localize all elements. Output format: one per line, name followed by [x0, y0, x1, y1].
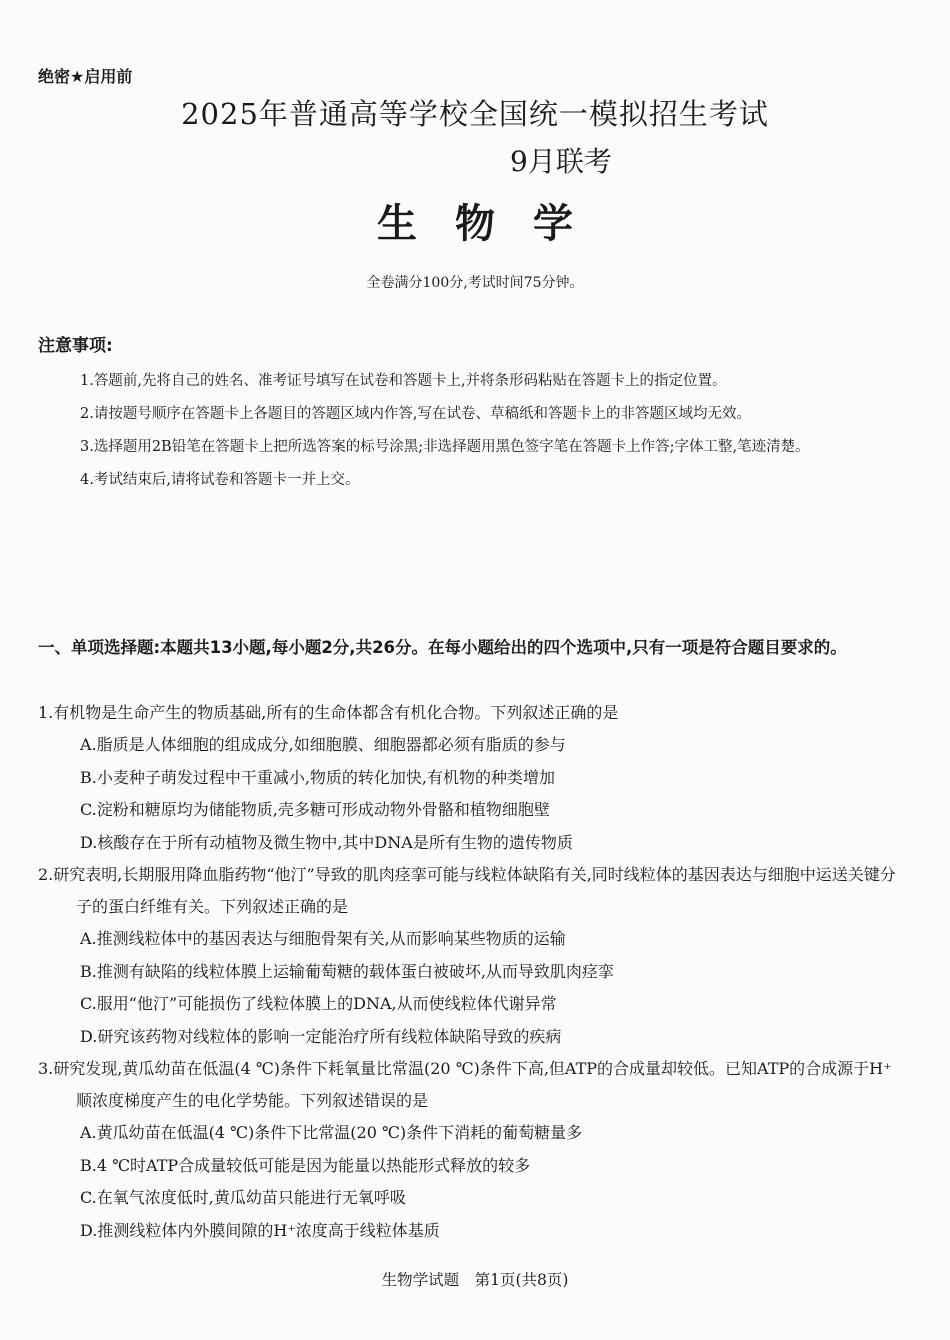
option-c: C.淀粉和糖原均为储能物质,壳多糖可形成动物外骨骼和植物细胞壁 [80, 800, 550, 819]
notice-item: 1.答题前,先将自己的姓名、准考证号填写在试卷和答题卡上,并将条形码粘贴在答题卡上的指定位置。 [80, 373, 727, 389]
exam-title: 2025年普通高等学校全国统一模拟招生考试 [181, 97, 769, 131]
option-c: C.服用“他汀”可能损伤了线粒体膜上的DNA,从而使线粒体代谢异常 [80, 994, 557, 1013]
notice-heading: 注意事项: [38, 336, 113, 356]
question-3 [38, 1053, 900, 1247]
option-a: A.黄瓜幼苗在低温(4 ℃)条件下比常温(20 ℃)条件下消耗的葡萄糖量多 [80, 1123, 583, 1142]
exam-subtitle: 9月联考 [510, 145, 612, 178]
question-stem: 1.有机物是生命产生的物质基础,所有的生命体都含有机化合物。下列叙述正确的是 [38, 703, 619, 722]
notice-item: 3.选择题用2B铅笔在答题卡上把所选答案的标号涂黑;非选择题用黑色签字笔在答题卡上作答;字体工整,笔迹清楚。 [80, 439, 810, 455]
exam-info: 全卷满分100分,考试时间75分钟。 [366, 275, 584, 291]
option-b: B.推测有缺陷的线粒体膜上运输葡萄糖的载体蛋白被破坏,从而导致肌肉痉挛 [80, 961, 614, 981]
subject-title: 生物学 [377, 201, 611, 247]
question-stem: 3.研究发现,黄瓜幼苗在低温(4 ℃)条件下耗氧量比常温(20 ℃)条件下高,但ATP的合成量却较低。已知ATP的合成源于H⁺顺浓度梯度产生的电化学势能。下列叙述错误的是 [38, 1059, 892, 1110]
page-footer: 生物学试题 第1页(共8页) [381, 1271, 569, 1289]
question-list [38, 697, 900, 1247]
option-c: C.在氧气浓度低时,黄瓜幼苗只能进行无氧呼吸 [80, 1188, 406, 1207]
notice-list [80, 366, 900, 498]
question-stem: 2.研究表明,长期服用降血脂药物“他汀”导致的肌肉痉挛可能与线粒体缺陷有关,同时线粒体的基因表达与细胞中运送关键分子的蛋白纤维有关。下列叙述正确的是 [38, 865, 896, 916]
confidential-mark: 绝密★启用前 [38, 67, 133, 86]
option-b: B.小麦种子萌发过程中干重减小,物质的转化加快,有机物的种类增加 [80, 767, 556, 787]
option-a: A.推测线粒体中的基因表达与细胞骨架有关,从而影响某些物质的运输 [80, 929, 566, 948]
option-d: D.核酸存在于所有动植物及微生物中,其中DNA是所有生物的遗传物质 [80, 832, 573, 852]
option-d: D.研究该药物对线粒体的影响一定能治疗所有线粒体缺陷导致的疾病 [80, 1026, 562, 1046]
question-1 [38, 697, 900, 859]
option-d: D.推测线粒体内外膜间隙的H⁺浓度高于线粒体基质 [80, 1220, 440, 1240]
notice-item: 2.请按题号顺序在答题卡上各题目的答题区域内作答,写在试卷、草稿纸和答题卡上的非答题区域均无效。 [80, 406, 751, 422]
option-b: B.4 ℃时ATP合成量较低可能是因为能量以热能形式释放的较多 [80, 1155, 531, 1175]
section-heading: 一、单项选择题:本题共13小题,每小题2分,共26分。在每小题给出的四个选项中,只有一项是符合题目要求的。 [38, 638, 847, 657]
notice-item: 4.考试结束后,请将试卷和答题卡一并上交。 [80, 472, 360, 488]
option-a: A.脂质是人体细胞的组成成分,如细胞膜、细胞器都必须有脂质的参与 [80, 735, 566, 754]
question-2 [38, 859, 900, 1053]
